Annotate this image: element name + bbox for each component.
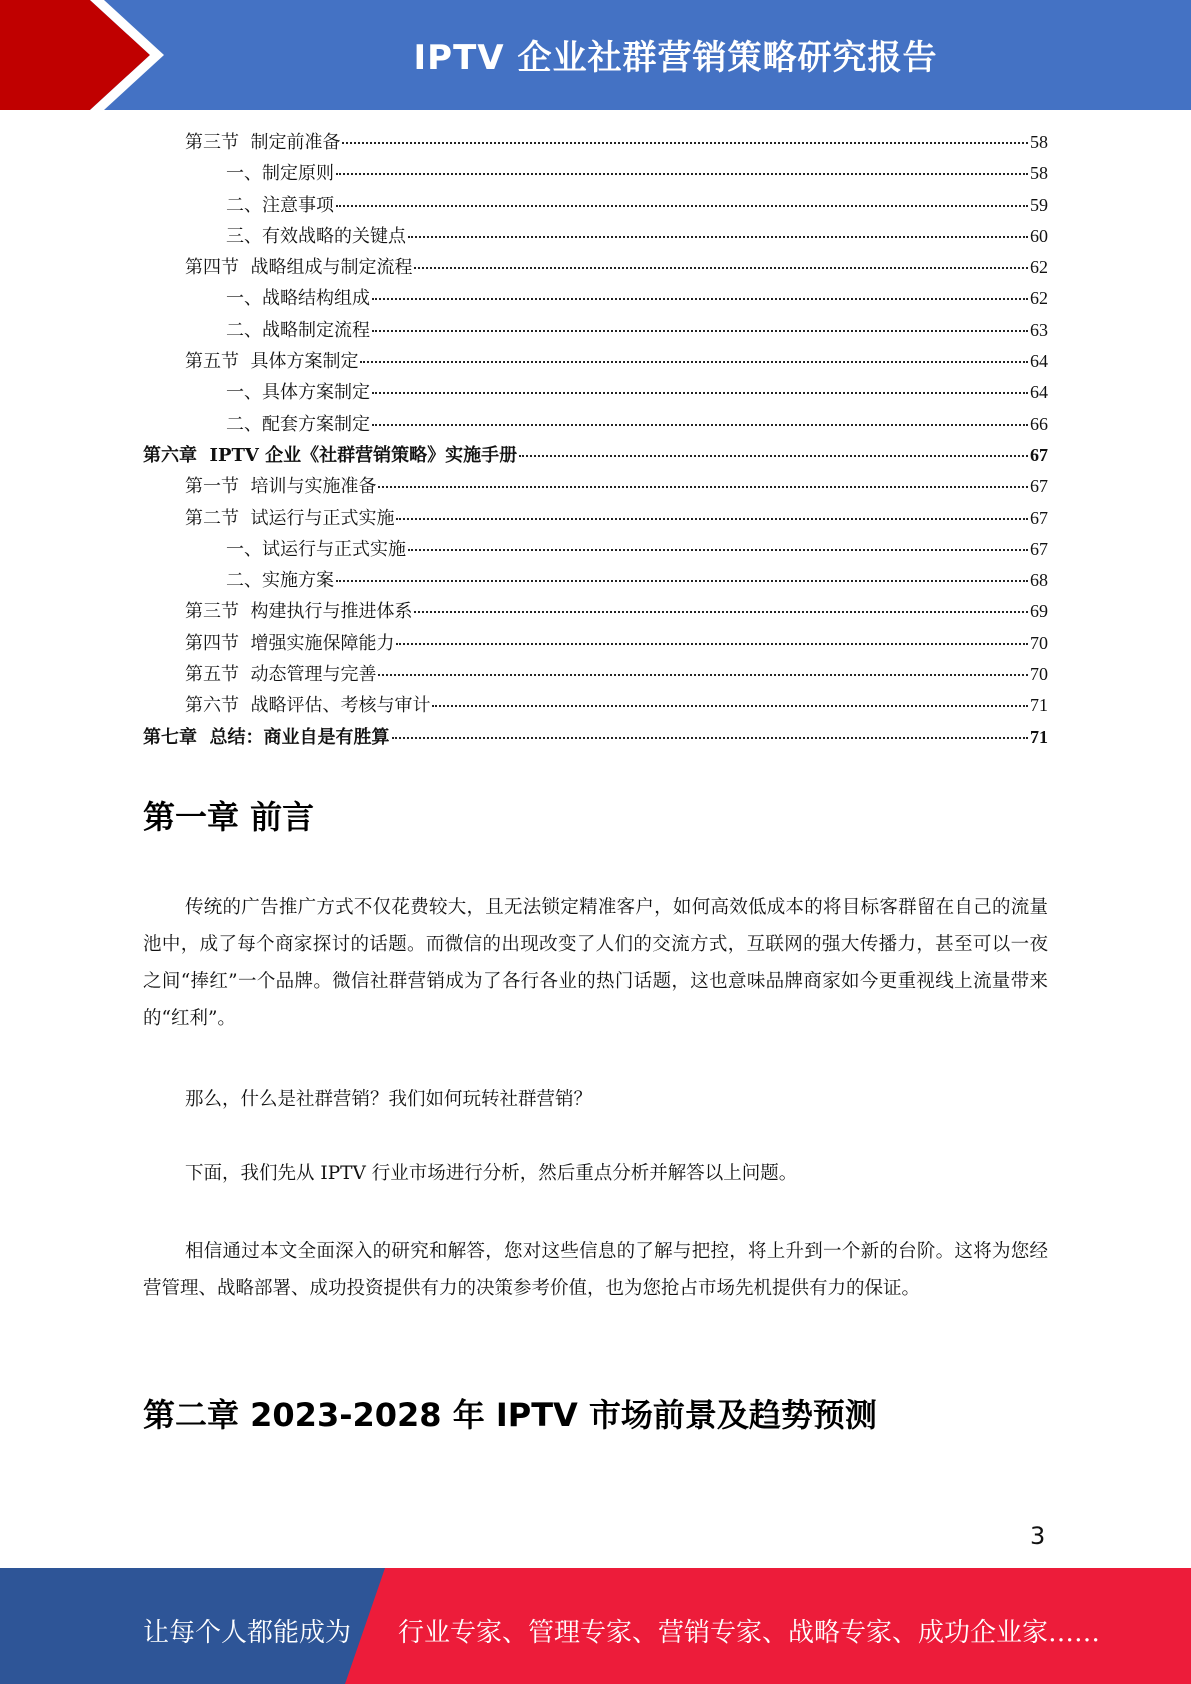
footer-slogan-right: 行业专家、管理专家、营销专家、战略专家、成功企业家…… xyxy=(398,1618,1101,1648)
toc-entry[interactable] xyxy=(143,191,1048,222)
toc-dot-leader xyxy=(432,705,1028,707)
toc-entry-page: 64 xyxy=(1030,351,1048,372)
toc-entry-page: 67 xyxy=(1030,507,1048,528)
toc-entry[interactable] xyxy=(143,159,1048,190)
toc-entry-page: 58 xyxy=(1030,132,1048,152)
header-banner xyxy=(0,0,1191,110)
toc-entry-page: 68 xyxy=(1030,570,1048,591)
toc-dot-leader xyxy=(519,455,1028,457)
toc-entry-title: 一、制定原则 xyxy=(226,163,334,185)
toc-entry-page: 62 xyxy=(1030,288,1048,309)
toc-dot-leader xyxy=(372,392,1028,394)
toc-entry[interactable] xyxy=(143,378,1048,409)
toc-entry-title: 二、实施方案 xyxy=(226,570,334,592)
toc-dot-leader xyxy=(408,549,1028,551)
toc-entry-title: 三、有效战略的关键点 xyxy=(226,225,406,247)
toc-entry-page: 60 xyxy=(1030,225,1048,246)
toc-entry-page: 66 xyxy=(1030,413,1048,434)
paragraph: 那么，什么是社群营销？我们如何玩转社群营销？ xyxy=(185,1089,593,1110)
toc-entry-page: 63 xyxy=(1030,319,1048,340)
toc-dot-leader xyxy=(408,236,1028,238)
toc-entry[interactable] xyxy=(143,316,1048,347)
toc-entry-page: 58 xyxy=(1030,163,1048,184)
toc-entry-page: 70 xyxy=(1030,664,1048,685)
toc-entry-title: 第四节 增强实施保障能力 xyxy=(185,632,395,654)
toc-entry-title: 第七章 总结：商业自是有胜算 xyxy=(143,726,390,748)
toc-entry-page: 70 xyxy=(1030,632,1048,653)
toc-entry-page: 62 xyxy=(1030,257,1048,278)
toc-entry-title: 第一节 培训与实施准备 xyxy=(185,476,377,498)
toc-entry-page: 67 xyxy=(1030,476,1048,497)
toc-dot-leader xyxy=(336,205,1028,207)
toc-entry-page: 59 xyxy=(1030,194,1048,215)
toc-entry[interactable] xyxy=(143,441,1048,472)
toc-entry-page: 67 xyxy=(1030,444,1048,465)
toc-entry-page: 71 xyxy=(1030,695,1048,716)
toc-entry[interactable] xyxy=(143,504,1048,535)
toc-entry[interactable] xyxy=(143,691,1048,722)
toc-dot-leader xyxy=(372,298,1028,300)
toc-entry-title: 一、战略结构组成 xyxy=(226,288,370,310)
toc-entry-title: 第六节 战略评估、考核与审计 xyxy=(185,695,431,717)
toc-entry-title: 第三节 制定前准备 xyxy=(185,132,341,153)
toc-entry-title: 第六章 IPTV 企业《社群营销策略》实施手册 xyxy=(143,444,518,466)
toc-entry-page: 69 xyxy=(1030,601,1048,622)
toc-entry[interactable] xyxy=(143,597,1048,628)
toc-dot-leader xyxy=(378,674,1028,676)
toc-entry-page: 71 xyxy=(1030,726,1048,747)
toc-entry[interactable] xyxy=(143,410,1048,441)
toc-dot-leader xyxy=(396,518,1028,520)
toc-entry-title: 二、配套方案制定 xyxy=(226,413,370,435)
toc-dot-leader xyxy=(336,173,1028,175)
toc-entry[interactable] xyxy=(143,472,1048,503)
toc-entry-title: 第五节 具体方案制定 xyxy=(185,351,359,373)
toc-dot-leader xyxy=(414,611,1028,613)
report-title: IPTV 企业社群营销策略研究报告 xyxy=(413,38,938,78)
toc-entry-title: 二、战略制定流程 xyxy=(226,319,370,341)
toc-entry[interactable] xyxy=(143,347,1048,378)
toc-dot-leader xyxy=(360,361,1028,363)
toc-entry[interactable] xyxy=(143,660,1048,691)
chapter-1-heading: 第一章 前言 xyxy=(143,798,315,836)
toc-entry[interactable] xyxy=(143,535,1048,566)
footer-banner xyxy=(0,1568,1191,1684)
page-number: 3 xyxy=(1030,1522,1046,1550)
toc-dot-leader xyxy=(342,142,1028,144)
toc-entry[interactable] xyxy=(143,284,1048,315)
paragraph: 相信通过本文全面深入的研究和解答，您对这些信息的了解与把控，将上升到一个新的台阶。这将为您经营管理、战略部署、成功投资提供有力的决策参考价值，也为您抢占市场先机提供有力的保证。 xyxy=(143,1241,1048,1299)
toc-dot-leader xyxy=(396,643,1028,645)
toc-entry-title: 一、试运行与正式实施 xyxy=(226,538,406,560)
toc-entry[interactable] xyxy=(143,566,1048,597)
footer-slogan-left: 让每个人都能成为 xyxy=(143,1618,352,1648)
toc-dot-leader xyxy=(372,330,1028,332)
paragraph: 下面，我们先从 IPTV 行业市场进行分析，然后重点分析并解答以上问题。 xyxy=(185,1163,798,1184)
toc-dot-leader xyxy=(378,486,1028,488)
toc-dot-leader xyxy=(336,580,1028,582)
toc-entry[interactable] xyxy=(143,253,1048,284)
toc-entry-page: 64 xyxy=(1030,382,1048,403)
table-of-contents xyxy=(143,128,1048,754)
toc-dot-leader xyxy=(372,424,1028,426)
toc-entry-title: 第三节 构建执行与推进体系 xyxy=(185,601,413,623)
toc-entry-title: 第五节 动态管理与完善 xyxy=(185,664,377,686)
toc-entry-title: 二、注意事项 xyxy=(226,194,334,216)
toc-entry[interactable] xyxy=(143,128,1048,159)
toc-entry-title: 第四节 战略组成与制定流程 xyxy=(185,257,413,279)
toc-dot-leader xyxy=(392,737,1028,739)
toc-entry[interactable] xyxy=(143,723,1048,754)
toc-dot-leader xyxy=(414,267,1028,269)
toc-entry[interactable] xyxy=(143,629,1048,660)
toc-entry-title: 一、具体方案制定 xyxy=(226,382,370,404)
toc-entry-page: 67 xyxy=(1030,538,1048,559)
toc-entry-title: 第二节 试运行与正式实施 xyxy=(185,507,395,529)
paragraph: 传统的广告推广方式不仅花费较大，且无法锁定精准客户，如何高效低成本的将目标客群留在自己的流量池中，成了每个商家探讨的话题。而微信的出现改变了人们的交流方式，互联网的强大传播力，甚至可以一夜之间“捧红”一个品牌。微信社群营销成为了各行各业的热门话题，这也意味品牌商家如今更重视线上流量带来的“红利”。 xyxy=(143,897,1048,1029)
toc-entry[interactable] xyxy=(143,222,1048,253)
chapter-2-heading: 第二章 2023-2028 年 IPTV 市场前景及趋势预测 xyxy=(143,1396,877,1434)
